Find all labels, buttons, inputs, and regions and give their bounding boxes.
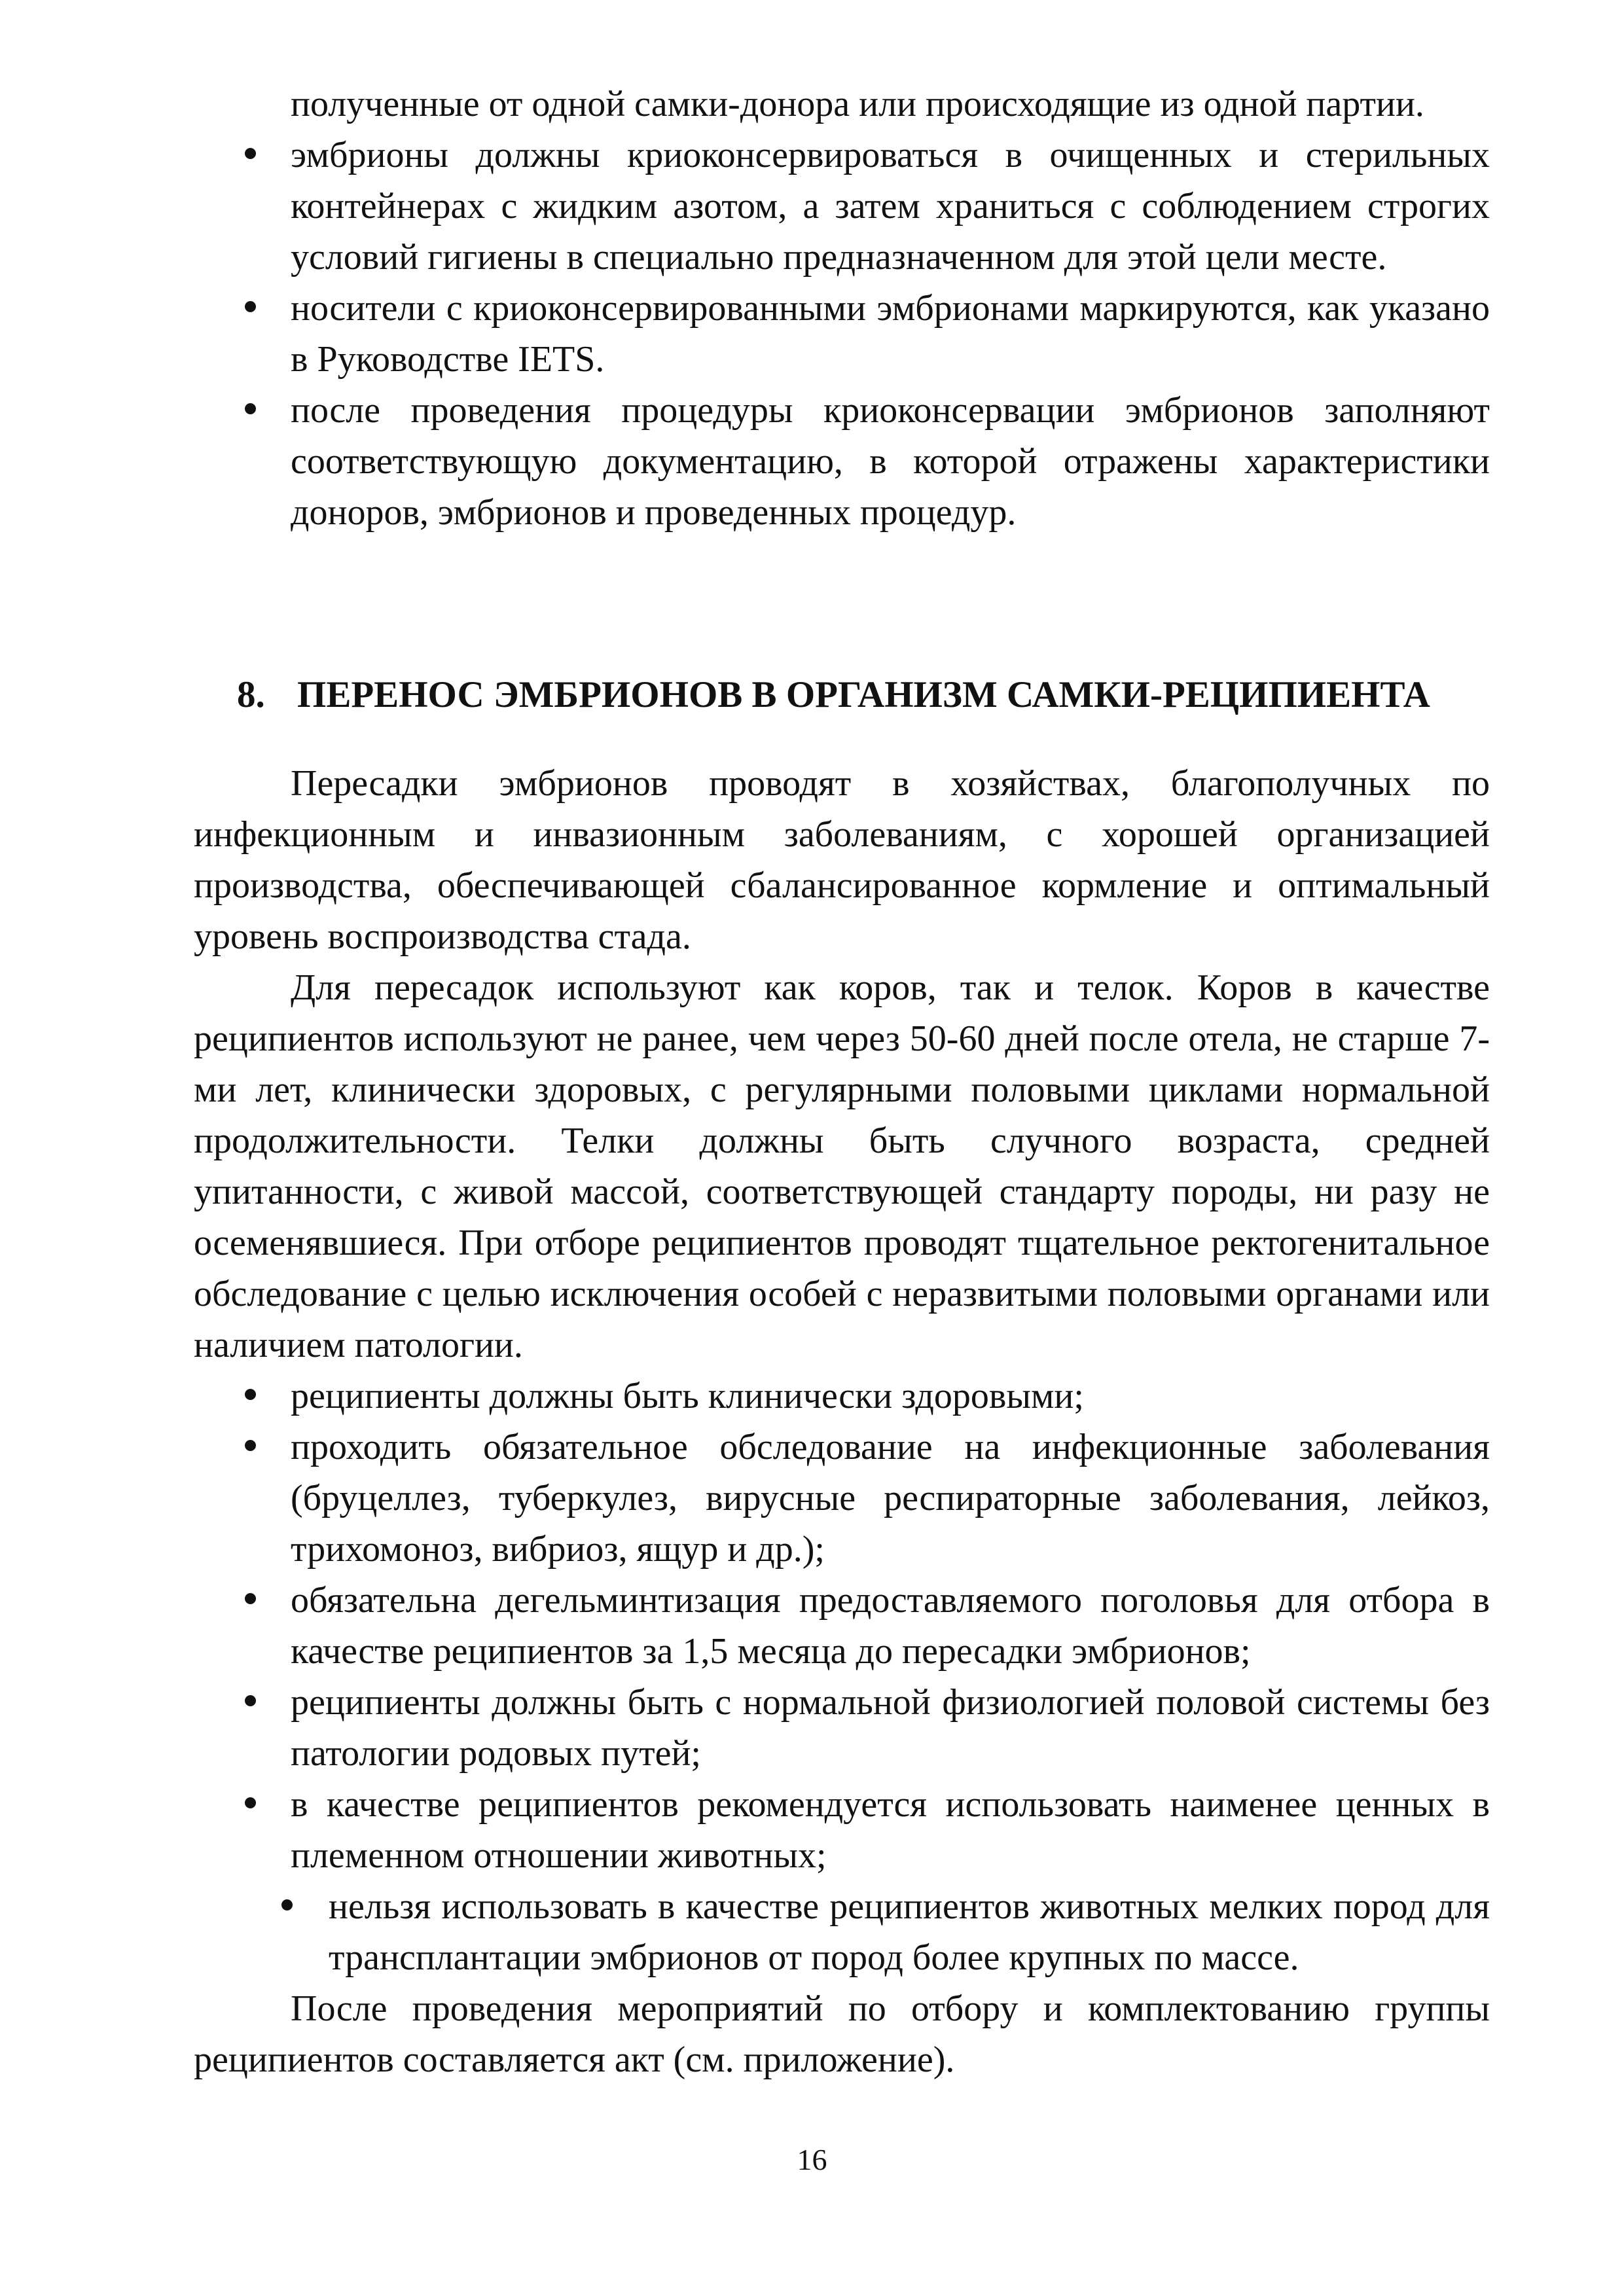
list-item-nested — [194, 1881, 1490, 1983]
list-item-text: носители с криоконсервированными эмбрионами маркируются, как указано в Руководстве IETS. — [291, 288, 1490, 380]
list-item-text: в качестве реципиентов рекомендуется использовать наименее ценных в племенном отношении животных; — [291, 1784, 1490, 1876]
bullet-icon — [245, 301, 256, 312]
list-item — [194, 1779, 1490, 1881]
paragraph: Для пересадок используют как коров, так и телок. Коров в качестве реципиентов используют не ранее, чем через 50-60 дней после отела, не старше 7-ми лет, клинически здоровых, с регулярными половыми циклами нормальной продолжительности. Телки должны быть случного возраста, средней упитанности, с живой массой, соответствующей стандарту породы, ни разу не осеменявшиеся. При отборе реципиентов проводят тщательное ректогенитальное обследование с целью исключения особей с неразвитыми половыми органами или наличием патологии. — [194, 967, 1490, 1365]
list-item-text: реципиенты должны быть с нормальной физиологией половой системы без патологии родовых путей; — [291, 1682, 1490, 1774]
list-item — [194, 1422, 1490, 1575]
bullet-icon — [281, 1899, 293, 1910]
main-section — [194, 758, 1490, 2085]
top-bullet-list — [194, 130, 1490, 538]
section-heading — [237, 669, 1490, 721]
top-fragment: полученные от одной самки-донора или происходящие из одной партии. — [291, 84, 1424, 124]
bullet-icon — [245, 1593, 256, 1604]
list-item — [194, 283, 1490, 385]
list-item-text: реципиенты должны быть клинически здоровыми; — [291, 1376, 1084, 1416]
list-item — [194, 1575, 1490, 1677]
bullet-icon — [245, 148, 256, 159]
list-item-text: эмбрионы должны криоконсервироваться в очищенных и стерильных контейнерах с жидким азотом, а затем храниться с соблюдением строгих условий гигиены в специально предназначенном для этой цели месте. — [291, 135, 1490, 278]
requirements-list — [194, 1371, 1490, 1983]
bullet-icon — [245, 1695, 256, 1706]
closing-paragraph: После проведения мероприятий по отбору и комплектованию группы реципиентов составляется акт (см. приложение). — [194, 1988, 1490, 2080]
list-item-text: обязательна дегельминтизация предоставляемого поголовья для отбора в качестве реципиентов за 1,5 месяца до пересадки эмбрионов; — [291, 1580, 1490, 1672]
section-title: ПЕРЕНОС ЭМБРИОНОВ В ОРГАНИЗМ САМКИ-РЕЦИПИЕНТА — [297, 674, 1430, 715]
bullet-icon — [245, 1440, 256, 1451]
list-item-text: проходить обязательное обследование на инфекционные заболевания (бруцеллез, туберкулез, вирусные респираторные заболевания, лейкоз, трихомоноз, вибриоз, ящур и др.); — [291, 1427, 1490, 1570]
paragraph: Пересадки эмбрионов проводят в хозяйствах, благополучных по инфекционным и инвазионным заболеваниям, с хорошей организацией производства, обеспечивающей сбалансированное кормление и оптимальный уровень воспроизводства стада. — [194, 763, 1490, 957]
page-number: 16 — [797, 2143, 827, 2176]
list-item — [194, 130, 1490, 283]
bullet-icon — [245, 1389, 256, 1400]
bullet-icon — [245, 403, 256, 414]
list-item-text: нельзя использовать в качестве реципиентов животных мелких пород для трансплантации эмбрионов от пород более крупных по массе. — [329, 1886, 1490, 1978]
bullet-icon — [245, 1797, 256, 1808]
list-item — [194, 1677, 1490, 1779]
section-number: 8. — [237, 674, 265, 715]
list-item-text: после проведения процедуры криоконсервации эмбрионов заполняют соответствующую документацию, в которой отражены характеристики доноров, эмбрионов и проведенных процедур. — [291, 390, 1490, 533]
list-item — [194, 1371, 1490, 1422]
list-item — [194, 385, 1490, 538]
top-section — [194, 79, 1490, 538]
